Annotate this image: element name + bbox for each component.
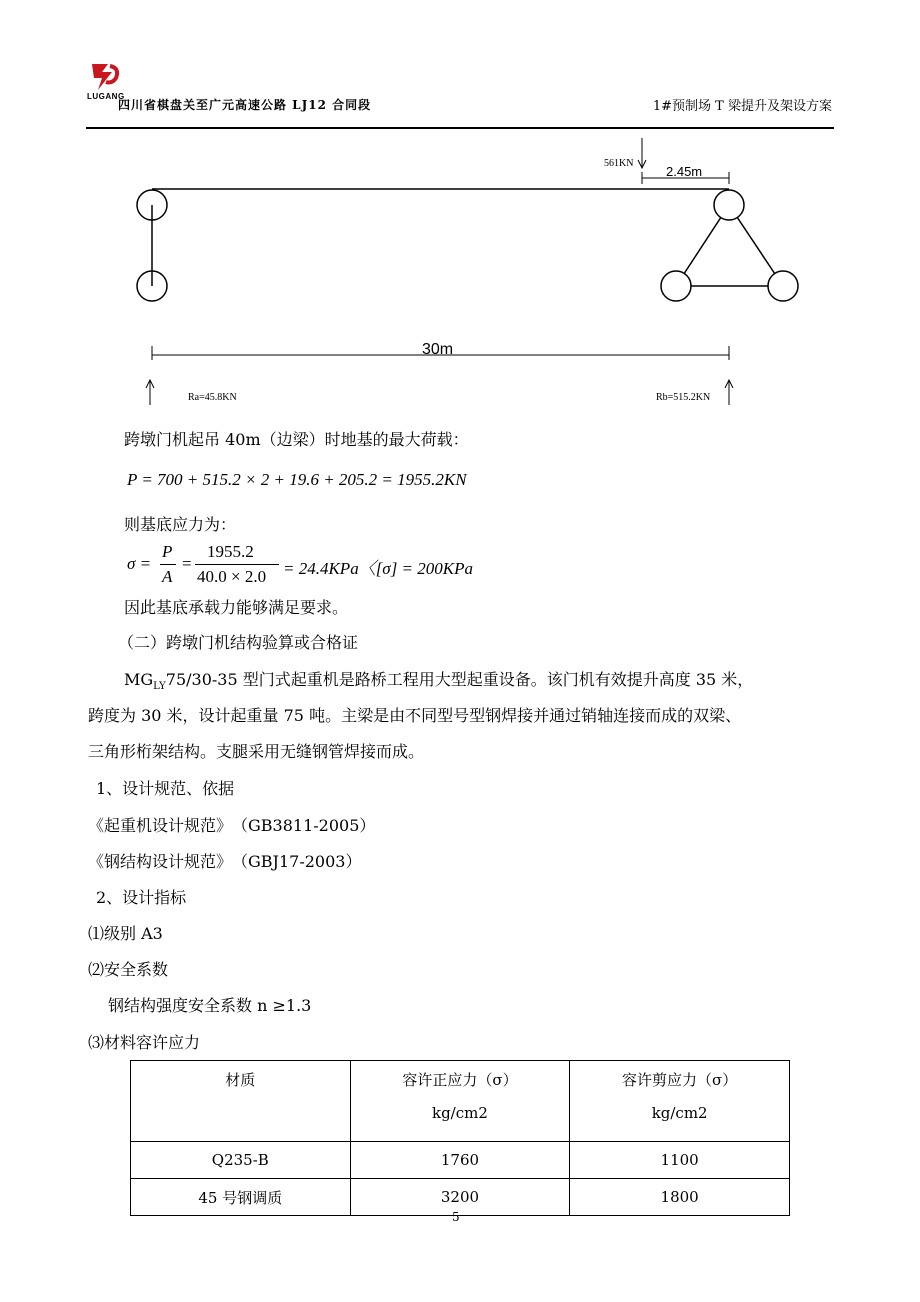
section-heading-2: （二）跨墩门机结构验算或合格证 <box>118 633 359 652</box>
item-safety-factor-detail: 钢结构强度安全系数 n ≥1.3 <box>108 996 312 1015</box>
ra-label: Ra=45.8KN <box>188 392 237 403</box>
table-cell: Q235-B <box>131 1142 351 1179</box>
formula-denominator: 40.0 × 2.0 <box>197 567 267 586</box>
paragraph-conclusion: 因此基底承载力能够满足要求。 <box>124 598 349 617</box>
paragraph-max-load: 跨墩门机起吊 40m（边梁）时地基的最大荷载： <box>124 430 469 449</box>
table-cell: 3200 <box>350 1179 570 1216</box>
rb-label: Rb=515.2KN <box>656 392 711 403</box>
formula-result: = 24.4KPa〈[σ] = 200KPa <box>283 559 474 578</box>
load-label: 561KN <box>604 158 634 169</box>
table-header-row <box>131 1061 790 1142</box>
paragraph-stress-intro: 则基底应力为： <box>124 515 237 534</box>
dim-span-label: 30m <box>422 341 454 358</box>
table-cell: 45 号钢调质 <box>131 1179 351 1216</box>
dim-small-label: 2.45m <box>666 164 703 179</box>
header-doc-title: 1#预制场 T 梁提升及架设方案 <box>652 99 832 114</box>
heading-design-standards: 1、设计规范、依据 <box>96 779 235 798</box>
header-normal-stress <box>350 1061 570 1142</box>
header-material: 材质 <box>131 1061 351 1142</box>
formula-eq: = <box>182 554 192 573</box>
header-shear-stress <box>570 1061 790 1142</box>
logo-text: LUGANG <box>87 92 125 101</box>
header-project: 四川省棋盘关至广元高速公路 LJ12 合同段 <box>118 98 372 112</box>
mg-subscript: LY <box>153 681 166 693</box>
gantry-diagram <box>0 0 920 420</box>
standard-crane: 《起重机设计规范》 （GB3811-2005） <box>88 816 376 835</box>
standard-steel: 《钢结构设计规范》 （GBJ17-2003） <box>88 852 362 871</box>
table-cell: 1800 <box>570 1179 790 1216</box>
paragraph-mg-line3: 三角形桁架结构。支腿采用无缝钢管焊接而成。 <box>88 742 425 761</box>
header-normal-stress-unit: kg/cm2 <box>431 1104 488 1122</box>
right-top-node <box>714 190 744 220</box>
right-bottom-left-node <box>661 271 691 301</box>
header-shear-stress-unit: kg/cm2 <box>651 1104 708 1122</box>
page-number: 5 <box>452 1210 460 1224</box>
table-cell: 1760 <box>350 1142 570 1179</box>
item-grade: ⑴级别 A3 <box>88 924 163 943</box>
formula-p: P <box>162 542 173 561</box>
fraction-bar <box>195 564 279 565</box>
fraction-bar <box>160 564 176 565</box>
table-cell: 1100 <box>570 1142 790 1179</box>
heading-design-indicators: 2、设计指标 <box>96 888 187 907</box>
formula-sigma: σ = <box>127 554 152 573</box>
right-bottom-right-node <box>768 271 798 301</box>
formula-numerator: 1955.2 <box>207 542 254 561</box>
formula-stress <box>127 542 547 590</box>
material-stress-table <box>130 1060 790 1216</box>
header-normal-stress-label: 容许正应力（σ） <box>402 1071 518 1089</box>
mg-prefix: MG <box>124 670 154 689</box>
paragraph-mg-line2: 跨度为 30 米，设计起重量 75 吨。主梁是由不同型号型钢焊接并通过销轴连接而成的双梁、 <box>88 706 742 725</box>
paragraph-mg-line1 <box>124 668 753 699</box>
item-safety-factor: ⑵安全系数 <box>88 960 169 979</box>
table-row <box>131 1142 790 1179</box>
header-shear-stress-label: 容许剪应力（σ） <box>622 1071 738 1089</box>
mg-line1: 75/30-35 型门式起重机是路桥工程用大型起重设备。该门机有效提升高度 35 米， <box>165 670 754 689</box>
table-row <box>131 1179 790 1216</box>
formula-a: A <box>162 567 173 586</box>
formula-load: P = 700 + 515.2 × 2 + 19.6 + 205.2 = 1955.2KN <box>127 470 467 489</box>
item-allowable-stress: ⑶材料容许应力 <box>88 1033 201 1052</box>
